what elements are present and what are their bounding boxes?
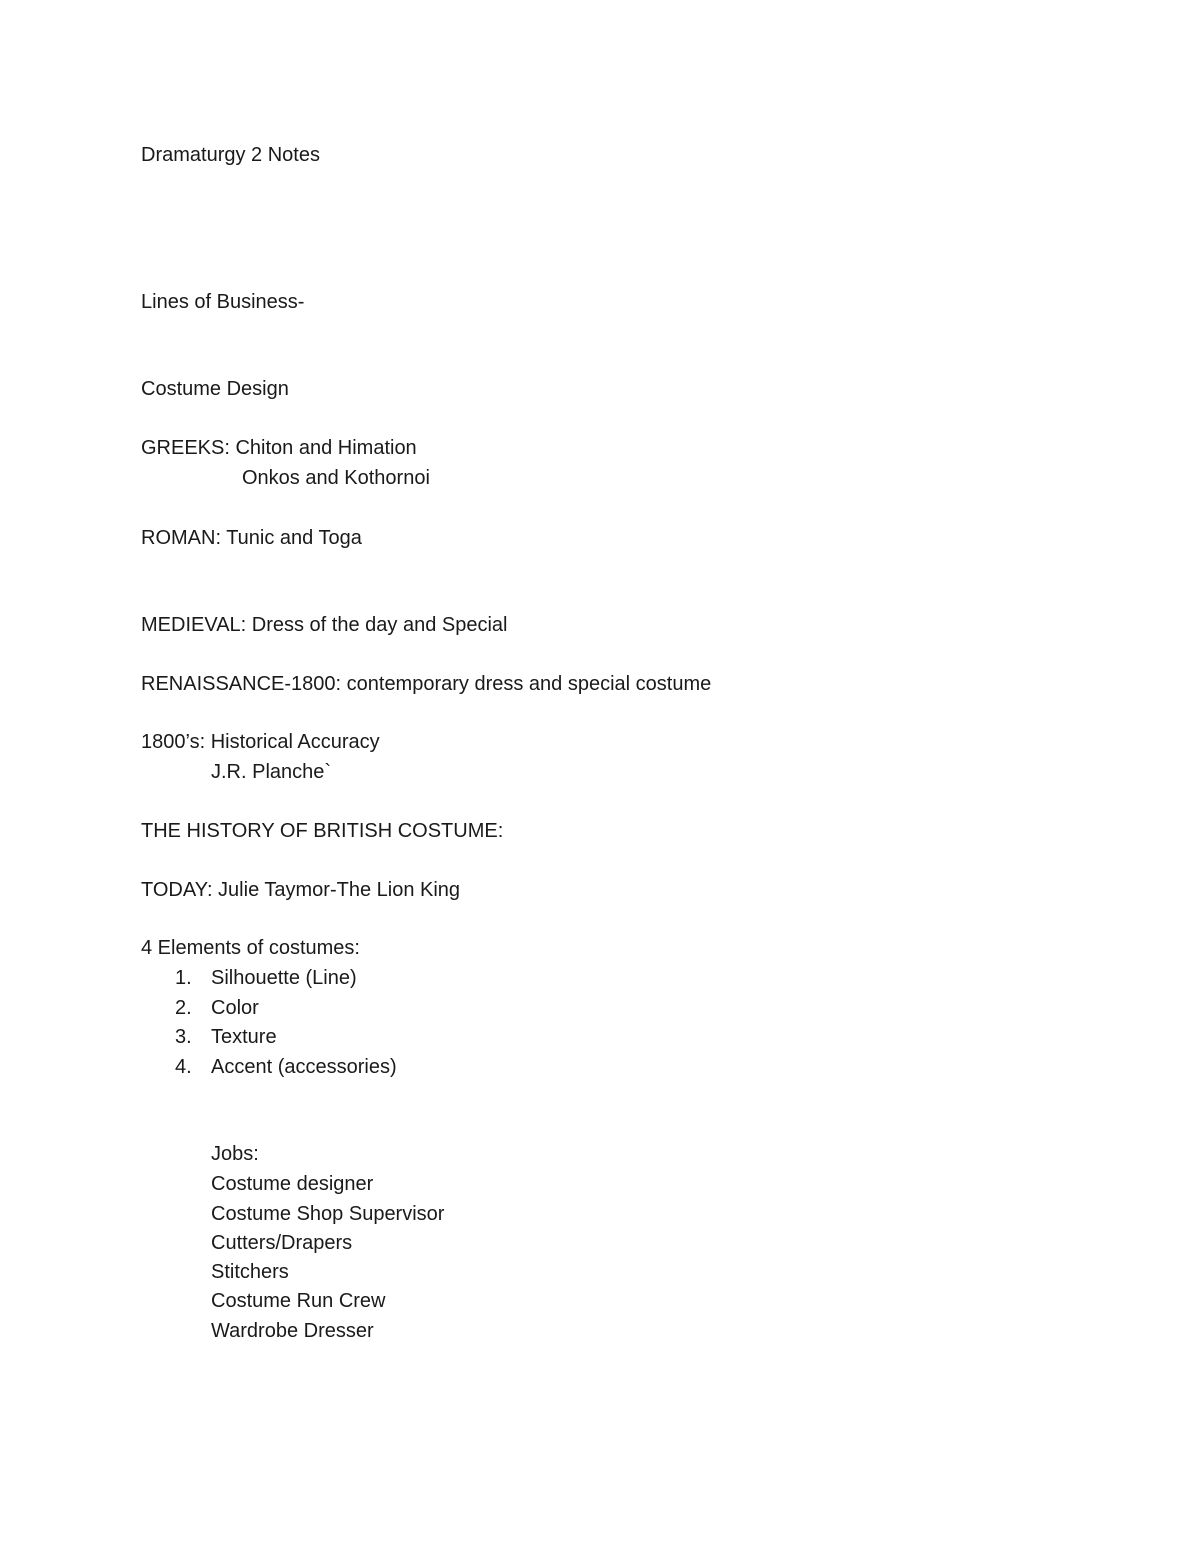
medieval-line: MEDIEVAL: Dress of the day and Special — [141, 614, 508, 636]
list-item: Cutters/Drapers — [211, 1232, 353, 1254]
list-item: Costume Run Crew — [211, 1290, 386, 1312]
list-item-number: 2. — [175, 997, 192, 1019]
list-item-number: 4. — [175, 1056, 192, 1078]
list-item: Silhouette (Line) — [211, 967, 357, 989]
eighteen-hundreds-line-2: J.R. Planche` — [211, 761, 332, 783]
list-item: Costume designer — [211, 1173, 374, 1195]
eighteen-hundreds-line-1: 1800’s: Historical Accuracy — [141, 731, 380, 753]
lines-of-business-heading: Lines of Business- — [141, 291, 305, 313]
british-costume-line: THE HISTORY OF BRITISH COSTUME: — [141, 820, 504, 842]
roman-line: ROMAN: Tunic and Toga — [141, 527, 362, 549]
list-item: Wardrobe Dresser — [211, 1320, 374, 1342]
greeks-line-1: GREEKS: Chiton and Himation — [141, 437, 417, 459]
jobs-heading: Jobs: — [211, 1143, 259, 1165]
list-item: Texture — [211, 1026, 277, 1048]
greeks-line-2: Onkos and Kothornoi — [242, 467, 430, 489]
list-item: Stitchers — [211, 1261, 289, 1283]
list-item: Color — [211, 997, 259, 1019]
list-item-number: 1. — [175, 967, 192, 989]
elements-heading: 4 Elements of costumes: — [141, 937, 360, 959]
list-item: Accent (accessories) — [211, 1056, 397, 1078]
today-line: TODAY: Julie Taymor-The Lion King — [141, 879, 461, 901]
page-title: Dramaturgy 2 Notes — [141, 144, 320, 166]
costume-design-heading: Costume Design — [141, 378, 289, 400]
list-item: Costume Shop Supervisor — [211, 1203, 445, 1225]
renaissance-line: RENAISSANCE-1800: contemporary dress and special costume — [141, 673, 712, 695]
list-item-number: 3. — [175, 1026, 192, 1048]
